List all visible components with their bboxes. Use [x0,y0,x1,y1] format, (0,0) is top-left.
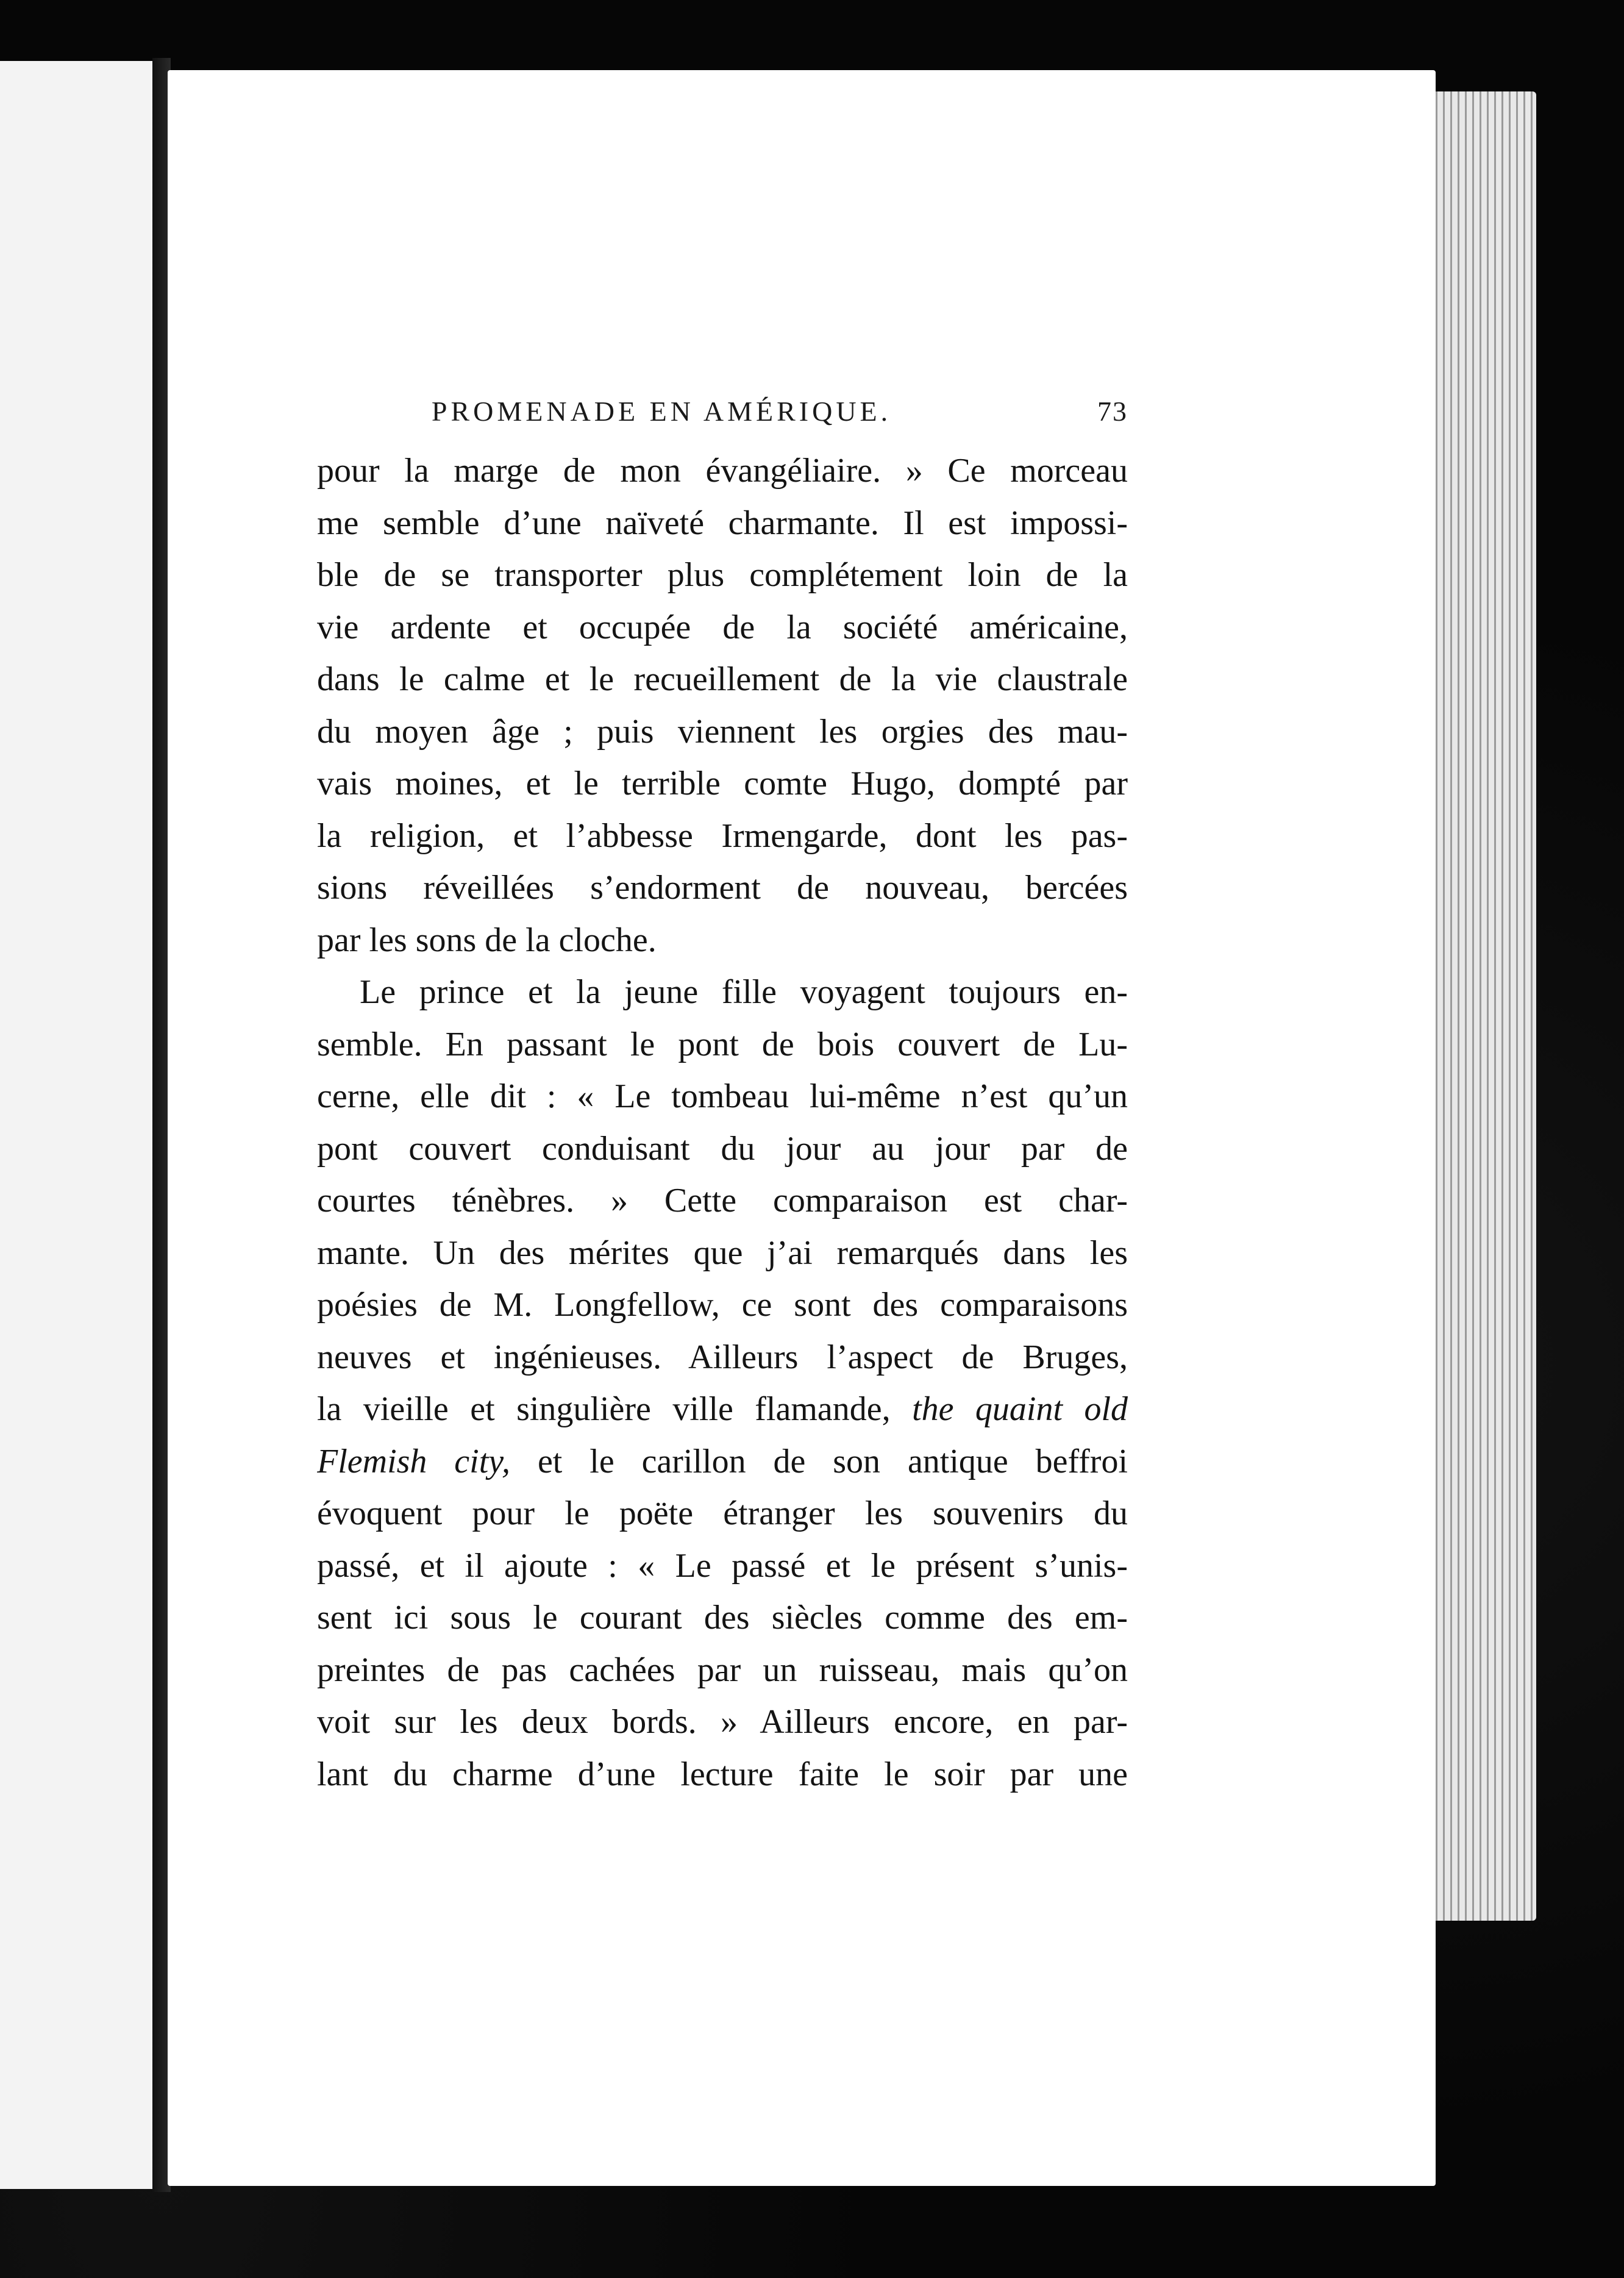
page-number: 73 [1097,396,1128,427]
text-line: pour la marge de mon évangéliaire. » Ce morceau [317,452,1128,490]
text-line-mixed [317,1436,1128,1488]
text-line: courtes ténèbres. » Cette comparaison est char- [317,1182,1128,1219]
text-line-mixed [317,1384,1128,1436]
text-line: poésies de M. Longfellow, ce sont des comparaisons [317,1286,1128,1324]
text-line: évoquent pour le poëte étranger les souvenirs du [317,1494,1128,1532]
text-line: passé, et il ajoute : « Le passé et le présent s’unis- [317,1546,1128,1585]
text-line: sions réveillées s’endorment de nouveau, bercées [317,869,1128,907]
page-header [317,395,1128,438]
text-segment: la vieille et singulière ville flamande, [317,1390,891,1428]
text-line: neuves et ingénieuses. Ailleurs l’aspect de Bruges, [317,1338,1128,1376]
text-line: vie ardente et occupée de la société américaine, [317,608,1128,646]
text-line: semble. En passant le pont de bois couvert de Lu- [317,1025,1128,1063]
body-text [317,445,1128,1801]
text-line: dans le calme et le recueillement de la vie claustrale [317,660,1128,698]
text-line: preintes de pas cachées par un ruisseau, mais qu’on [317,1651,1128,1689]
facing-page-edge [0,61,155,2189]
text-line: par les sons de la cloche. [317,921,657,959]
italic-phrase: the quaint old [912,1390,1128,1428]
text-line: Le prince et la jeune fille voyagent toujours en- [360,973,1128,1011]
text-line: me semble d’une naïveté charmante. Il est impossi- [317,504,1128,542]
running-head: PROMENADE EN AMÉRIQUE. [431,396,892,427]
text-line: voit sur les deux bords. » Ailleurs encore, en par- [317,1703,1128,1741]
text-line: lant du charme d’une lecture faite le soir par une [317,1755,1128,1793]
text-line: du moyen âge ; puis viennent les orgies des mau- [317,712,1128,751]
text-line: pont couvert conduisant du jour au jour par de [317,1129,1128,1168]
text-line: la religion, et l’abbesse Irmengarde, dont les pas- [317,816,1128,855]
text-line: ble de se transporter plus complétement loin de la [317,556,1128,594]
text-line: vais moines, et le terrible comte Hugo, dompté par [317,765,1128,802]
italic-phrase: Flemish city, [317,1442,511,1480]
text-segment: et le carillon de son antique beffroi [537,1442,1128,1480]
text-line: sent ici sous le courant des siècles comme des em- [317,1599,1128,1637]
text-line: cerne, elle dit : « Le tombeau lui-même n’est qu’un [317,1077,1128,1115]
text-line: mante. Un des mérites que j’ai remarqués dans les [317,1234,1128,1272]
